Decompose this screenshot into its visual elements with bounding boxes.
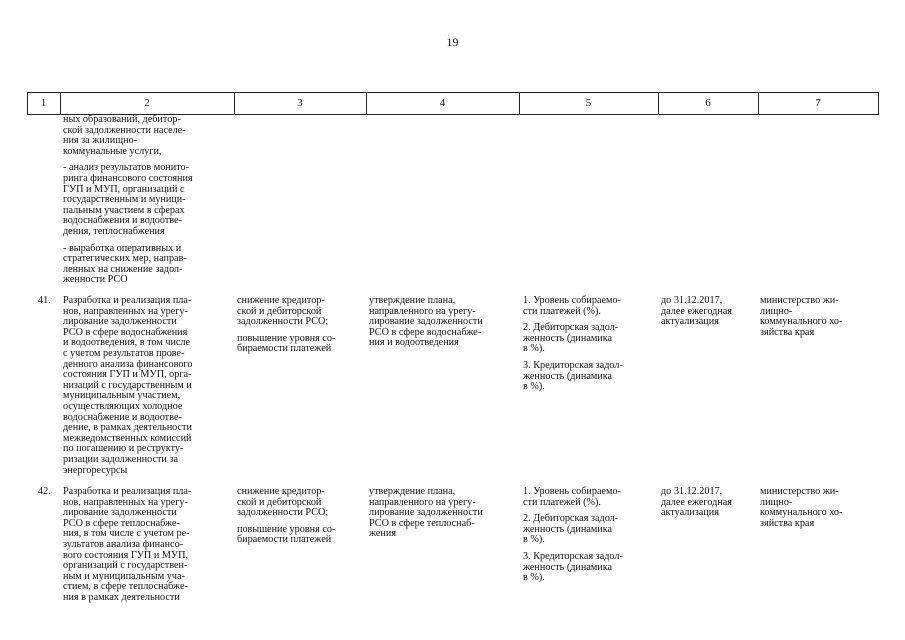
text-line: 1. Уровень собираемо-: [523, 486, 621, 497]
text-line: нов, направленных на урегу-: [63, 496, 188, 508]
text-line: повышение уровня со-: [237, 332, 336, 344]
text-line: далее ежегодная: [661, 496, 732, 508]
text-line: ным и муниципальным уча-: [63, 570, 185, 582]
text-line: ской и дебиторской: [237, 305, 322, 317]
continuation-cell: [63, 115, 230, 286]
text-line: ризации задолженности за: [63, 453, 178, 465]
text-line: сти платежей (%).: [523, 496, 601, 508]
text-line: женность (динамика: [523, 523, 613, 535]
column-header-4: 4: [439, 97, 446, 109]
text-line: стием, в сфере теплоснабже-: [63, 581, 188, 593]
expected-result: [237, 296, 363, 355]
text-line: бираемости платежей: [237, 534, 332, 546]
text-line: - выработка оперативных и: [63, 242, 182, 254]
text-line: пальным участием в сферах: [63, 204, 185, 216]
text-line: лищно-: [760, 496, 793, 508]
text-line: РСО в сфере теплоснабже-: [63, 517, 180, 529]
text-line: Разработка и реализация пла-: [63, 486, 192, 497]
text-line: женность (динамика: [523, 332, 613, 344]
text-line: повышение уровня со-: [237, 523, 336, 535]
text-line: зяйства края: [760, 326, 815, 338]
responsible: [760, 296, 875, 338]
text-line: ния за жилищно-: [63, 135, 138, 147]
text-line: водоснабжение и водоотве-: [63, 411, 182, 423]
text-line: ской задолженности населе-: [63, 124, 186, 136]
text-line: РСО в сфере водоснабже-: [369, 326, 482, 338]
column-header-5: 5: [585, 97, 592, 109]
text-line: стратегических мер, направ-: [63, 253, 187, 265]
text-line: женность (динамика: [523, 370, 613, 382]
expected-result: [237, 487, 363, 546]
text-line: министерство жи-: [760, 486, 839, 497]
text-line: в %).: [523, 572, 545, 584]
text-line: осуществляющих холодное: [63, 400, 183, 412]
text-line: коммунального хо-: [760, 507, 843, 519]
text-line: ных образований, дебитор-: [63, 114, 181, 125]
text-line: зяйства края: [760, 517, 815, 529]
text-line: снижение кредитор-: [237, 295, 325, 306]
text-line: женности РСО: [63, 274, 128, 286]
text-line: утверждение плана,: [369, 295, 456, 306]
text-line: коммунального хо-: [760, 316, 843, 328]
text-line: денного анализа финансового: [63, 358, 193, 370]
text-line: в %).: [523, 343, 545, 355]
text-line: ринга финансового состояния: [63, 172, 193, 184]
text-line: направленного на урегу-: [369, 305, 476, 317]
text-line: Разработка и реализация пла-: [63, 295, 192, 306]
measure-description: [63, 296, 230, 476]
column-header-3: 3: [297, 97, 303, 109]
text-line: ской и дебиторской: [237, 496, 322, 508]
text-line: зультатов анализа финансо-: [63, 538, 184, 550]
indicators: [523, 487, 655, 584]
text-line: 2. Дебиторская задол-: [523, 513, 619, 525]
text-line: до 31.12.2017,: [661, 295, 723, 306]
text-line: сти платежей (%).: [523, 305, 601, 317]
deadline: [661, 296, 756, 328]
text-line: государственным и муници-: [63, 194, 186, 206]
text-line: снижение кредитор-: [237, 486, 325, 497]
text-line: лирование задолженности: [63, 507, 177, 519]
text-line: лирование задолженности: [63, 316, 177, 328]
responsible: [760, 487, 875, 529]
text-line: нов, направленных на урегу-: [63, 305, 188, 317]
text-line: актуализация: [661, 316, 719, 328]
text-line: ния и водоотведения: [369, 337, 459, 349]
text-line: 3. Кредиторская задол-: [523, 359, 623, 371]
text-line: в %).: [523, 534, 545, 546]
text-line: утверждение плана,: [369, 486, 456, 497]
text-line: далее ежегодная: [661, 305, 732, 317]
text-line: актуализация: [661, 507, 719, 519]
column-header-1: 1: [40, 97, 47, 109]
text-line: состояния ГУП и МУП, орга-: [63, 369, 192, 381]
text-line: вого состояния ГУП и МУП,: [63, 549, 189, 561]
text-line: направленного на урегу-: [369, 496, 476, 508]
text-line: 3. Кредиторская задол-: [523, 550, 623, 562]
text-line: коммунальные услуги,: [63, 145, 162, 157]
indicators: [523, 296, 655, 393]
page-number: 19: [446, 35, 459, 49]
text-line: ния в рамках деятельности: [63, 591, 180, 603]
text-line: организаций с государствен-: [63, 560, 188, 572]
text-line: муниципальным участием,: [63, 390, 181, 402]
column-header-2: 2: [144, 97, 150, 109]
text-line: ГУП и МУП, организаций с: [63, 183, 185, 195]
text-line: лищно-: [760, 305, 793, 317]
row-number: 41.: [38, 295, 51, 306]
col-divider: [878, 92, 879, 114]
text-line: РСО в сфере водоснабжения: [63, 326, 188, 338]
text-line: - анализ результатов монито-: [63, 162, 190, 174]
deadline: [661, 487, 756, 519]
text-line: и водоотведения, в том числе: [63, 337, 191, 349]
text-line: 2. Дебиторская задол-: [523, 322, 619, 334]
text-line: ленных на снижение задол-: [63, 263, 183, 275]
text-line: задолженности РСО;: [237, 507, 329, 519]
measure-description: [63, 487, 230, 604]
text-line: до 31.12.2017,: [661, 486, 723, 497]
row-number: 42.: [38, 486, 51, 497]
text-line: задолженности РСО;: [237, 316, 329, 328]
text-line: дение, в рамках деятельности: [63, 422, 192, 434]
text-line: бираемости платежей: [237, 343, 332, 355]
text-line: ния, в том числе с учетом ре-: [63, 528, 190, 540]
implementation-form: [369, 296, 517, 349]
text-line: лирование задолженности: [369, 316, 483, 328]
text-line: РСО в сфере теплоснаб-: [369, 517, 475, 529]
text-line: межведомственных комиссий: [63, 432, 192, 444]
text-line: с учетом результатов прове-: [63, 347, 185, 359]
text-line: жения: [369, 528, 397, 540]
text-line: дения, теплоснабжения: [63, 225, 165, 237]
text-line: по погашению и реструкту-: [63, 443, 184, 455]
text-line: низаций с государственным и: [63, 379, 192, 391]
text-line: 1. Уровень собираемо-: [523, 295, 621, 306]
text-line: женность (динамика: [523, 561, 613, 573]
text-line: министерство жи-: [760, 295, 839, 306]
column-header-6: 6: [705, 97, 711, 109]
column-header-7: 7: [815, 97, 821, 109]
implementation-form: [369, 487, 517, 540]
text-line: энергоресурсы: [63, 464, 128, 476]
text-line: водоснабжения и водоотве-: [63, 215, 182, 227]
text-line: в %).: [523, 381, 545, 393]
text-line: лирование задолженности: [369, 507, 483, 519]
